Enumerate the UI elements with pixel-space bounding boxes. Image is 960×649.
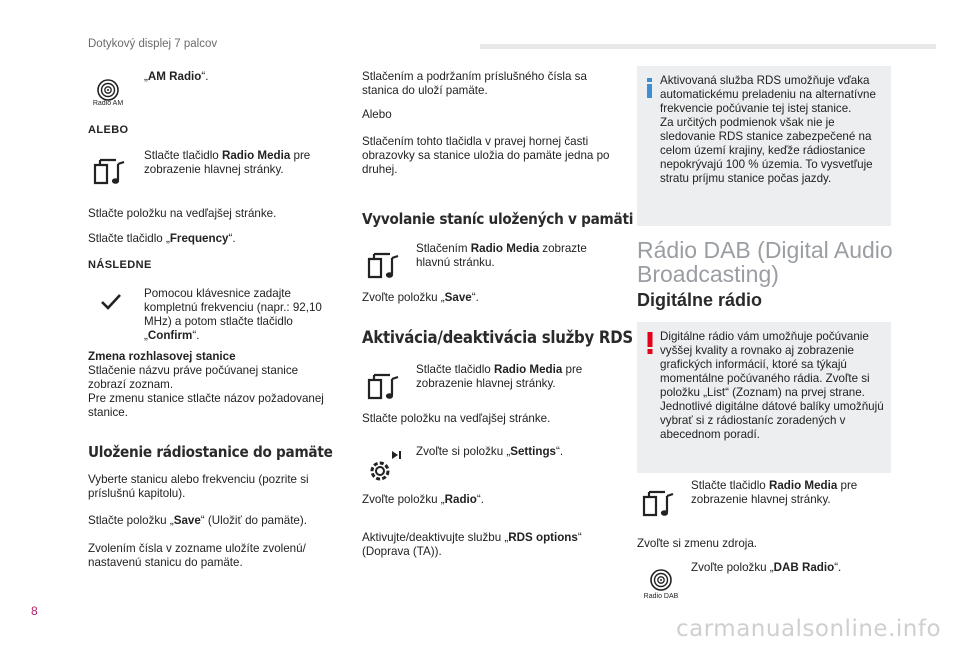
rds-info-text: Aktivovaná služba RDS umožňuje vďaka automatickému preladeniu na alternatívne frekvencie počúvanie tej istej stanice. Za určitých podmienok však nie je sledovanie RDS stanice zabezpečené na celom území krajiny, keďže rádiostanice nepokrývajú 100 % územia. To vysvetľuje stratu príjmu stanice počas jazdy. <box>660 74 876 185</box>
check-icon <box>100 293 122 311</box>
keypad-text: Pomocou klávesnice zadajte kompletnú frekvenciu (napr.: 92,10 MHz) a potom stlačte tlačidlo „Confirm“. <box>144 287 322 342</box>
info-icon <box>646 78 654 103</box>
save-heading: Uloženie rádiostanice do pamäte <box>88 443 333 461</box>
frequency-text: Stlačte tlačidlo „Frequency“. <box>88 232 236 245</box>
digital-radio-warning-box <box>637 322 891 473</box>
radio-select-text: Zvoľte položku „Radio“. <box>362 493 484 506</box>
recall-media-text: Stlačením Radio Media zobrazte hlavnú stránku. <box>416 242 587 269</box>
save-p1: Vyberte stanicu alebo frekvenciu (pozrite si príslušnú kapitolu). <box>88 473 309 500</box>
recall-select-text: Zvoľte položku „Save“. <box>362 291 479 304</box>
alebo-label: ALEBO <box>88 124 129 136</box>
hold-number-text: Stlačením a podržaním príslušného čísla sa stanica do uloží pamäte. <box>362 70 587 97</box>
settings-text: Zvoľte si položku „Settings“. <box>416 445 564 458</box>
dab-heading: Rádio DAB (Digital Audio Broadcasting) <box>637 237 893 287</box>
dab-media-text: Stlačte tlačidlo Radio Media pre zobrazenie hlavnej stránky. <box>691 479 858 506</box>
radio-media-icon <box>92 156 130 190</box>
save-p2: Stlačte položku „Save“ (Uložiť do pamäte). <box>88 514 307 527</box>
am-radio-text: „AM Radio“. <box>144 70 209 83</box>
next-page-text: Stlačte položku na vedľajšej stránke. <box>88 207 277 220</box>
digital-radio-warning-text: Digitálne rádio vám umožňuje počúvanie vyššej kvality a rovnako aj zobrazenie grafických informácií, ktoré sa týkajú momentálne počúvaného rádia. Zvoľte si položku „List“ (Zoznam) na prvej strane. Jednotlivé digitálne dátové balíky umožňujú vybrať si z rádiostaníc zoradených v abecednom poradí. <box>660 330 884 441</box>
save-p3: Zvolením čísla v zozname uložíte zvolenú/ nastavenú stanicu do pamäte. <box>88 542 306 569</box>
digital-radio-heading: Digitálne rádio <box>637 290 763 310</box>
radio-am-caption: Radio AM <box>92 100 124 107</box>
running-header: Dotykový displej 7 palcov <box>88 38 218 50</box>
radio-am-icon <box>88 76 128 114</box>
header-rule <box>480 44 936 49</box>
warning-icon <box>647 332 653 359</box>
change-station-block <box>88 350 338 420</box>
change-station-title: Zmena rozhlasovej stanice <box>88 350 236 363</box>
change-source-text: Zvoľte si zmenu zdroja. <box>637 537 758 550</box>
radio-media-text-1: Stlačte tlačidlo Radio Media pre zobrazenie hlavnej stránky. <box>144 149 311 176</box>
dab-radio-text: Zvoľte položku „DAB Radio“. <box>691 561 842 574</box>
alebo-text: Alebo <box>362 108 392 121</box>
rds-info-box <box>637 66 891 226</box>
watermark: carmanualsonline.info <box>676 616 942 642</box>
radio-dab-caption: Radio DAB <box>643 593 679 600</box>
rds-heading: Aktivácia/deaktivácia služby RDS <box>362 328 633 348</box>
nasledne-label: NÁSLEDNE <box>88 259 152 271</box>
radio-media-icon <box>641 488 679 522</box>
radio-media-icon <box>366 371 404 405</box>
radio-media-icon <box>366 250 404 284</box>
settings-icon <box>366 447 406 485</box>
save-all-text: Stlačením tohto tlačidla v pravej hornej časti obrazovky sa stanice uložia do pamäte jedna po druhej. <box>362 135 610 176</box>
rds-media-text: Stlačte tlačidlo Radio Media pre zobrazenie hlavnej stránky. <box>416 363 583 390</box>
recall-heading: Vyvolanie staníc uložených v pamäti <box>362 210 634 228</box>
rds-next-text: Stlačte položku na vedľajšej stránke. <box>362 412 551 425</box>
page-number: 8 <box>31 604 38 618</box>
change-station-text: Stlačenie názvu práve počúvanej stanice zobrazí zoznam. Pre zmenu stanice stlačte názov požadovanej stanice. <box>88 364 324 419</box>
rds-options-text: Aktivujte/deaktivujte službu „RDS options“ (Doprava (TA)). <box>362 531 582 558</box>
